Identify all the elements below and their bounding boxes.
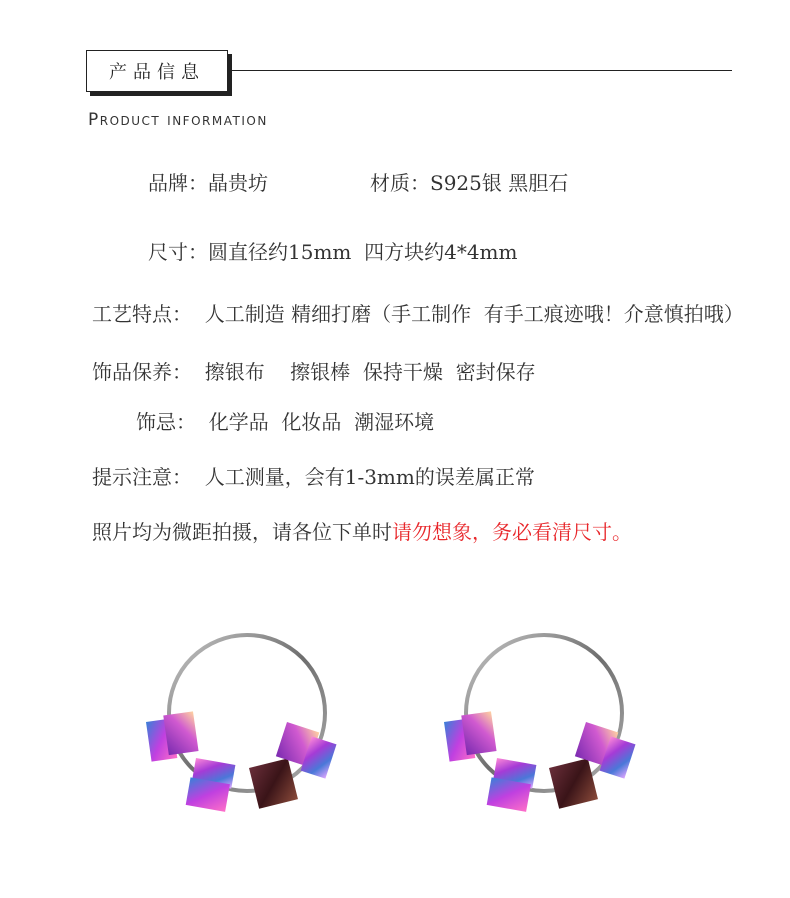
section-title: 产品信息 [109,62,205,83]
section-title-box [86,50,228,92]
brand-text: 品牌：晶贵坊 [148,171,268,195]
photo-note-line [92,516,632,545]
title-divider [228,70,732,71]
care-text: 饰品保养： 擦银布 擦银棒 保持干燥 密封保存 [92,360,536,384]
photo-note-text: 照片均为微距拍摄，请各位下单时 [92,520,392,544]
craft-text: 工艺特点： 人工制造 精细打磨（手工制作 有手工痕迹哦！介意慎拍哦） [92,302,744,326]
right-earring [443,635,637,812]
size-text: 尺寸：圆直径约15mm 四方块约4*4mm [148,240,518,264]
avoid-text: 饰忌： 化学品 化妆品 潮湿环境 [136,410,435,434]
tip-text: 提示注意： 人工测量，会有1-3mm的误差属正常 [92,465,535,489]
material-text: 材质：S925银 黑胆石 [370,171,569,195]
photo-warning-text: 请勿想象，务必看清尺寸。 [392,520,632,544]
left-earring [145,635,338,812]
earring-pair-icon [0,590,790,898]
section-subtitle: Product information [88,110,268,130]
